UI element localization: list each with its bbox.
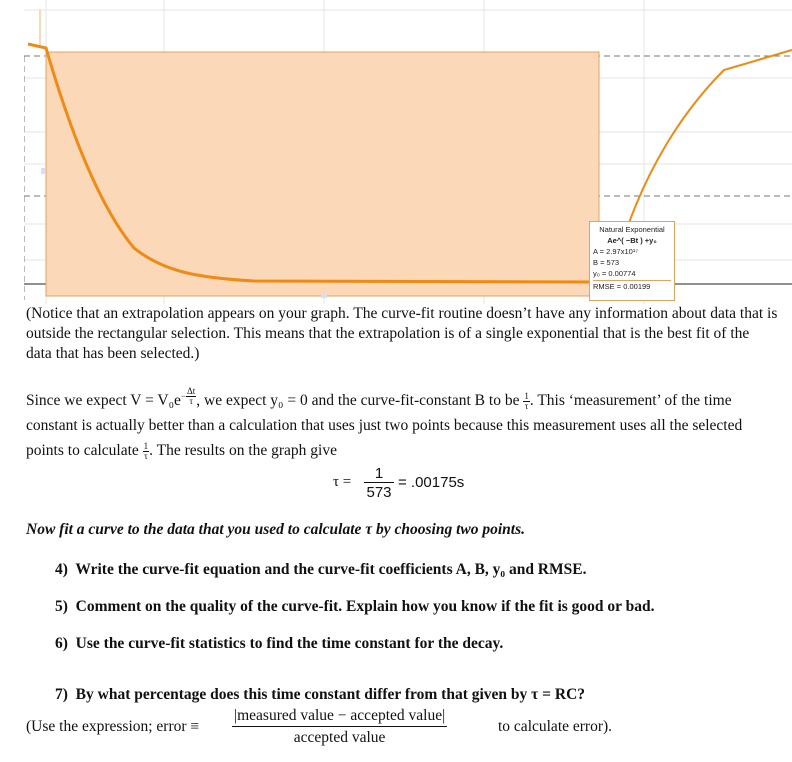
notice-paragraph: (Notice that an extrapolation appears on your graph. The curve-fit routine doesn’t have any information about data that is outside the rectangular selection. This means that the extrapolation is of a single exponential that is the best fit of the data that has been selected.)	[26, 305, 778, 362]
tau-lhs: τ =	[333, 474, 352, 490]
legend-y0: y₀ = 0.00774	[593, 269, 636, 278]
error-num: |measured value − accepted value|	[232, 706, 447, 727]
curve-fit-legend	[589, 221, 675, 301]
legend-title: Natural Exponential	[599, 225, 665, 234]
legend-a: A = 2.97x10¹⁷	[593, 247, 639, 256]
question-4-num: 4)	[55, 561, 68, 578]
extrapolation-curve	[620, 50, 792, 250]
instruction: Now fit a curve to the data that you used to calculate τ by choosing two points.	[26, 521, 526, 538]
frac-den-2: τ	[144, 451, 148, 462]
curve-fit-graph	[24, 0, 792, 304]
tau-rhs: = .00175s	[398, 474, 465, 491]
since-paragraph: Since we expect $V = V_0e^{- \frac{\Delta t}{\tau}}$ , we expect y₀ = 0 and the curve-fit-constant B to be $\frac{1}{\tau}$ . This ‘measurement’ of the time constant is actually better than a calculation that uses just two points because this measurement uses all the selected points to calculate $\frac{1}{\tau}$ . The results on the graph give	[26, 386, 743, 462]
tau-fraction	[364, 465, 394, 502]
question-6-num: 6)	[55, 635, 68, 652]
legend-equation: Ae^( −Bt ) +y₀	[607, 236, 657, 245]
frac-num-1: 1	[524, 391, 529, 402]
error-den: accepted value	[293, 729, 386, 746]
error-suffix: to calculate error).	[498, 718, 613, 735]
question-4-text: Write the curve-fit equation and the curve-fit coefficients A, B, y₀ and RMSE.	[75, 561, 587, 578]
error-prefix: (Use the expression; error ≡	[26, 718, 200, 735]
question-5-num: 5)	[55, 598, 68, 615]
tau-den: 573	[366, 484, 392, 501]
question-7-text: By what percentage does this time constant differ from that given by τ = RC?	[75, 686, 586, 703]
question-5	[55, 598, 655, 616]
exp-den: τ	[189, 396, 193, 407]
frac-den-1: τ	[524, 401, 529, 412]
since-part2: , we expect y₀ = 0 and the curve-fit-constant B to be	[196, 392, 520, 410]
since-part3: . This ‘measurement’ of the time constant is actually better than a calculation that uses just two points because this measurement uses all the selected points to calculate	[26, 392, 743, 460]
since-part1: Since we expect V = V₀e	[26, 392, 181, 410]
selection-rectangle[interactable]	[46, 52, 599, 296]
question-7	[55, 686, 585, 704]
question-4	[55, 561, 586, 579]
since-part4: . The results on the graph give	[149, 442, 337, 460]
question-6	[55, 635, 503, 653]
question-6-text: Use the curve-fit statistics to find the time constant for the decay.	[75, 635, 504, 652]
error-fraction	[232, 706, 447, 749]
legend-b: B = 573	[593, 258, 620, 267]
question-7-num: 7)	[55, 686, 68, 703]
legend-rmse: RMSE = 0.00199	[593, 282, 651, 291]
tau-num: 1	[364, 465, 394, 483]
frac-num-2: 1	[143, 441, 149, 452]
exp-num: Δt	[186, 386, 196, 397]
question-5-text: Comment on the quality of the curve-fit. Explain how you know if the fit is good or bad.	[75, 598, 655, 615]
